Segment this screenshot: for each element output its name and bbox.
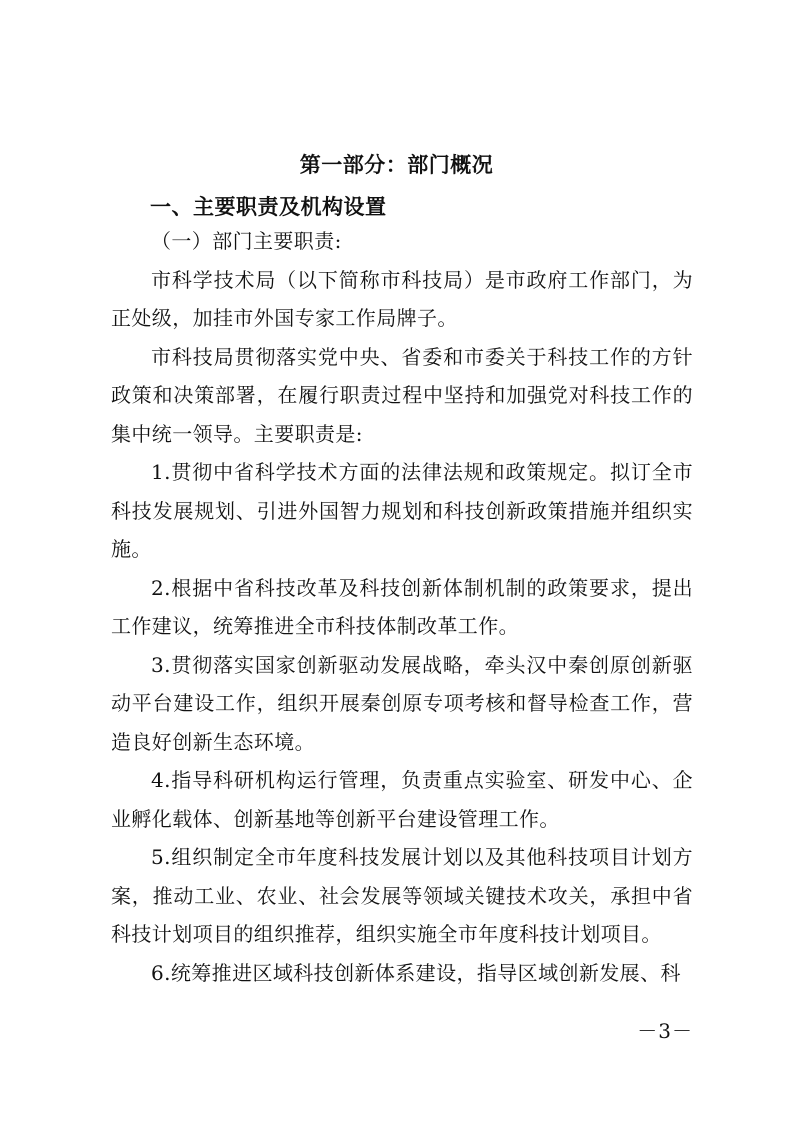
- document-body: [111, 222, 693, 992]
- duty-item-5: 5.组织制定全市年度科技发展计划以及其他科技项目计划方案，推动工业、农业、社会发展等领域关键技术攻关，承担中省科技计划项目的组织推荐，组织实施全市年度科技计划项目。: [111, 845, 693, 946]
- part-title: 第一部分：部门概况: [299, 153, 494, 177]
- section-title: 一、主要职责及机构设置: [150, 195, 387, 219]
- duty-item-1: 1.贯彻中省科学技术方面的法律法规和政策规定。拟订全市科技发展规划、引进外国智力规划和科技创新政策措施并组织实施。: [111, 460, 693, 561]
- duty-item-6: 6.统筹推进区域科技创新体系建设，指导区域创新发展、科: [151, 960, 681, 985]
- subsection-title: （一）部门主要职责:: [151, 229, 342, 253]
- duty-item-3: 3.贯彻落实国家创新驱动发展战略，牵头汉中秦创原创新驱动平台建设工作，组织开展秦创原专项考核和督导检查工作，营造良好创新生态环境。: [111, 652, 693, 754]
- paragraph-1: 市科学技术局（以下简称市科技局）是市政府工作部门，为正处级，加挂市外国专家工作局牌子。: [111, 267, 693, 330]
- duty-item-2: 2.根据中省科技改革及科技创新体制机制的政策要求，提出工作建议，统筹推进全市科技体制改革工作。: [111, 575, 693, 638]
- duty-item-4: 4.指导科研机构运行管理，负责重点实验室、研发中心、企业孵化载体、创新基地等创新平台建设管理工作。: [111, 768, 693, 831]
- page-number: －3－: [637, 1019, 693, 1043]
- paragraph-2: 市科技局贯彻落实党中央、省委和市委关于科技工作的方针政策和决策部署，在履行职责过程中坚持和加强党对科技工作的集中统一领导。主要职责是:: [111, 344, 693, 446]
